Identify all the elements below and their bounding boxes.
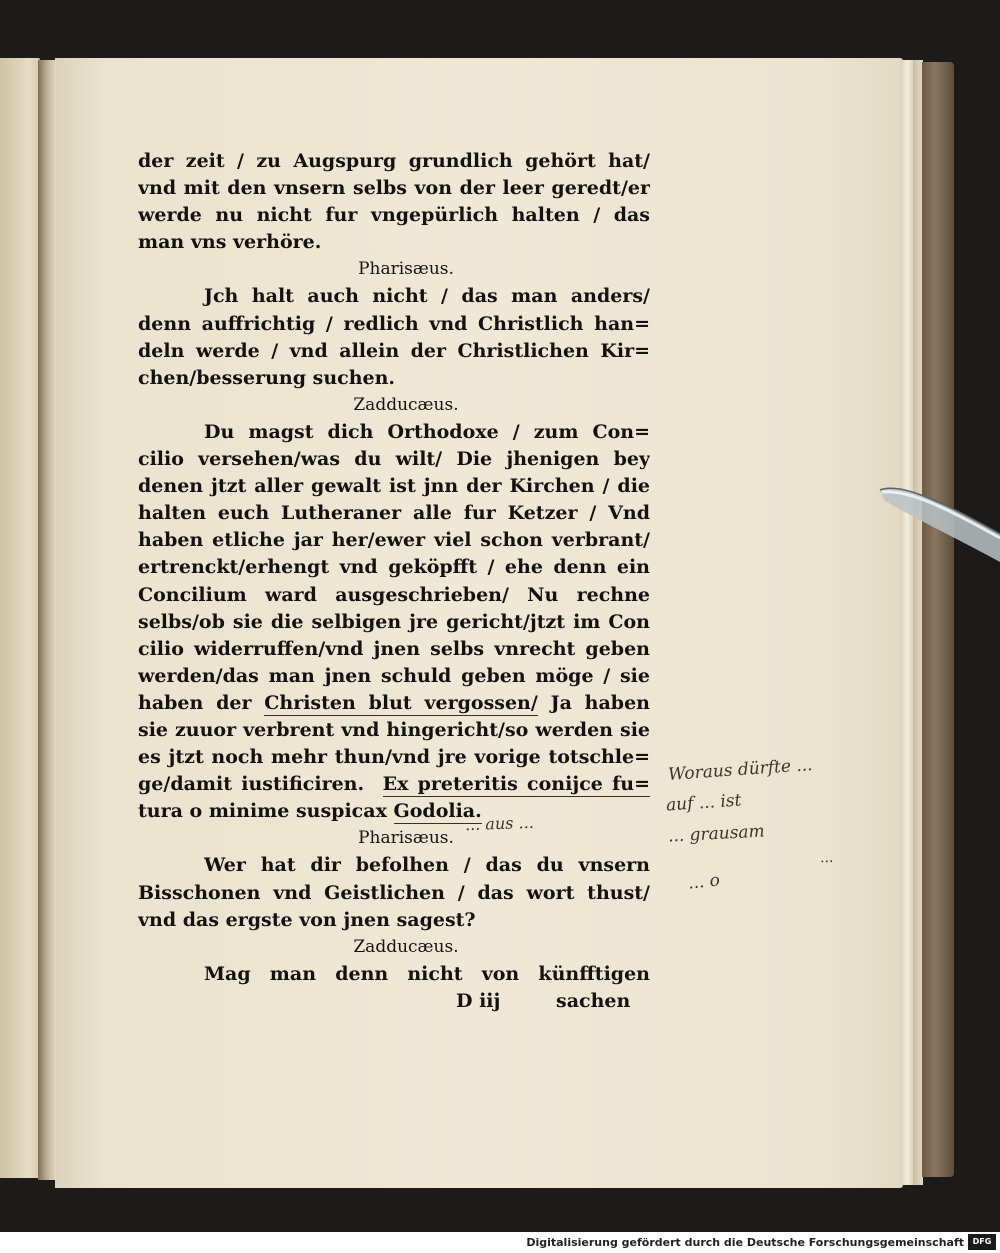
text-line: es jtzt noch mehr thun/vnd jre vorige totschle= xyxy=(138,746,650,769)
text-line: werden/das man jnen schuld geben möge / sie xyxy=(138,664,650,687)
previous-page-edge xyxy=(0,58,40,1178)
text-line: vnd mit den vnsern selbs von der leer geredt/er xyxy=(138,177,650,200)
text-span: ge/damit iustificiren. xyxy=(138,773,365,796)
text-line: werde nu nicht fur vngepürlich halten / das xyxy=(138,204,650,227)
text-line: deln werde / vnd allein der Christlichen Kir= xyxy=(138,339,650,362)
text-line: Mag man denn nicht von künfftigen xyxy=(204,962,650,985)
speaker-heading: Zadducæus. xyxy=(353,394,459,415)
footer-bar xyxy=(0,1232,1000,1253)
text-line: Du magst dich Orthodoxe / zum Con= xyxy=(204,420,650,443)
text-line: denn auffrichtig / redlich vnd Christlich han= xyxy=(138,312,650,335)
handwritten-note: ... grausam xyxy=(667,821,766,847)
text-line: haben etliche jar her/ewer viel schon verbrant/ xyxy=(138,529,650,552)
handwritten-note: ... aus ... xyxy=(464,812,535,835)
handwritten-note: ... xyxy=(819,849,834,867)
text-line: Wer hat dir befolhen / das du vnsern xyxy=(204,854,650,877)
underlined-text: Godolia. xyxy=(393,800,482,823)
page-pointer-icon xyxy=(876,478,1000,562)
signature-mark: D iij xyxy=(456,989,501,1012)
text-line: cilio versehen/was du wilt/ Die jhenigen bey xyxy=(138,448,650,471)
text-line: Bisschonen vnd Geistlichen / das wort thust/ xyxy=(138,881,650,904)
text-line: Concilium ward ausgeschrieben/ Nu rechne xyxy=(138,583,650,606)
book-cover-edge xyxy=(922,62,954,1177)
text-line xyxy=(138,798,650,825)
text-line xyxy=(138,690,650,717)
speaker-heading: Pharisæus. xyxy=(358,259,454,280)
text-line: halten euch Lutheraner alle fur Ketzer / Vnd xyxy=(138,502,650,525)
signature-line xyxy=(138,988,650,1015)
printed-text xyxy=(138,148,650,1015)
text-line: Jch halt auch nicht / das man anders/ xyxy=(204,285,650,308)
underlined-text: Christen blut vergossen/ xyxy=(264,691,538,714)
handwritten-note: Woraus dürfte ... xyxy=(667,754,814,786)
footer-credit: Digitalisierung gefördert durch die Deutsche Forschungsgemeinschaft xyxy=(526,1236,964,1249)
text-line: denen jtzt aller gewalt ist jnn der Kirchen / die xyxy=(138,475,650,498)
text-line: man vns verhöre. xyxy=(138,231,322,254)
text-line: selbs/ob sie die selbigen jre gericht/jtzt im Con xyxy=(138,610,650,633)
text-span: haben der xyxy=(138,691,265,714)
text-span: tura o minime suspicax xyxy=(138,800,394,823)
text-line xyxy=(138,771,650,798)
page-stack-edge xyxy=(900,60,914,1185)
handwritten-note: ... o xyxy=(687,870,721,894)
text-line: vnd das ergste von jnen sagest? xyxy=(138,908,476,931)
text-line: ertrenckt/erhengt vnd geköpfft / ehe denn ein xyxy=(138,556,650,579)
catchword: sachen xyxy=(556,989,631,1012)
text-line: der zeit / zu Augspurg grundlich gehört hat/ xyxy=(138,150,650,172)
text-line: chen/besserung suchen. xyxy=(138,366,396,389)
dfg-logo: DFG xyxy=(968,1234,996,1250)
text-line: cilio widerruffen/vnd jnen selbs vnrecht geben xyxy=(138,637,650,660)
text-span: Ja haben xyxy=(537,691,650,714)
underlined-text: Ex preteritis conijce fu= xyxy=(382,773,650,796)
book-gutter xyxy=(38,60,56,1180)
text-line: sie zuuor verbrent vnd hingericht/so werden sie xyxy=(138,718,650,741)
handwritten-note: auf ... ist xyxy=(665,790,742,816)
speaker-heading: Zadducæus. xyxy=(353,936,459,957)
speaker-heading: Pharisæus. xyxy=(358,828,454,849)
